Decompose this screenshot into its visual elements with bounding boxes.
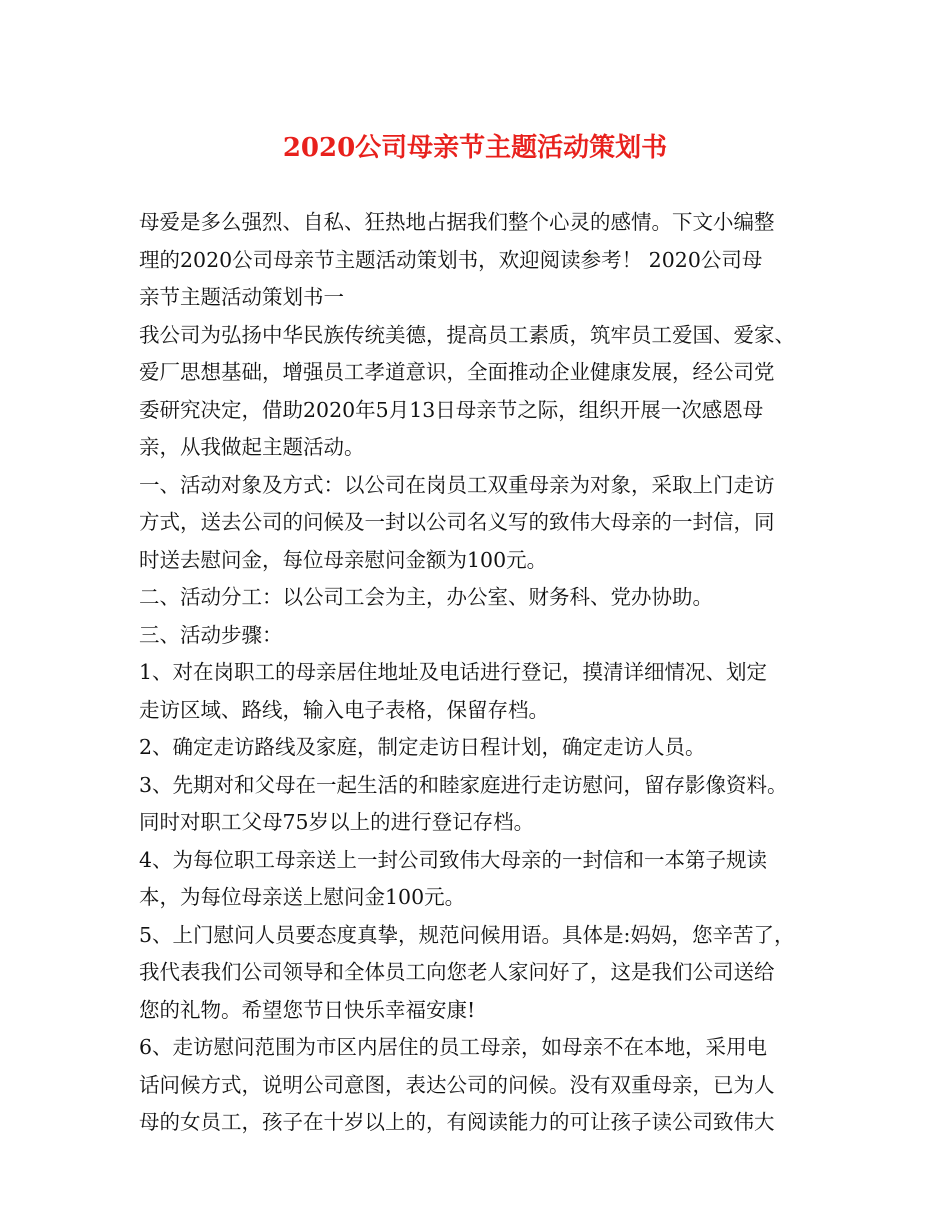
body-line: 二、活动分工：以公司工会为主，办公室、财务科、党办协助。 — [139, 585, 713, 609]
body-line: 爱厂思想基础，增强员工孝道意识，全面推动企业健康发展，经公司党 — [139, 360, 775, 384]
document-body — [139, 204, 839, 1142]
body-line: 1、对在岗职工的母亲居住地址及电话进行登记，摸清详细情况、划定 — [139, 660, 768, 684]
body-line: 我代表我们公司领导和全体员工向您老人家问好了，这是我们公司送给 — [139, 960, 775, 984]
body-line: 亲，从我做起主题活动。 — [139, 435, 365, 459]
body-line: 我公司为弘扬中华民族传统美德，提高员工素质，筑牢员工爱国、爱家、 — [139, 322, 795, 347]
body-line: 同时对职工父母75岁以上的进行登记存档。 — [139, 810, 535, 834]
body-line: 理的2020公司母亲节主题活动策划书，欢迎阅读参考！ 2020公司母 — [139, 247, 763, 272]
body-line: 母爱是多么强烈、自私、狂热地占据我们整个心灵的感情。下文小编整 — [139, 210, 775, 234]
body-line: 6、走访慰问范围为市区内居住的员工母亲，如母亲不在本地，采用电 — [139, 1035, 768, 1059]
body-line: 您的礼物。希望您节日快乐幸福安康! — [139, 997, 476, 1022]
body-line: 走访区域、路线，输入电子表格，保留存档。 — [139, 697, 549, 722]
body-line: 2、确定走访路线及家庭，制定走访日程计划，确定走访人员。 — [139, 735, 706, 759]
body-line: 委研究决定，借助2020年5月13日母亲节之际，组织开展一次感恩母 — [139, 397, 764, 422]
body-line: 本，为每位母亲送上慰问金100元。 — [139, 885, 466, 909]
body-line: 3、先期对和父母在一起生活的和睦家庭进行走访慰问，留存影像资料。 — [139, 772, 788, 797]
body-line: 4、为每位职工母亲送上一封公司致伟大母亲的一封信和一本第子规读 — [139, 847, 768, 872]
body-line: 5、上门慰问人员要态度真挚，规范问候用语。具体是:妈妈，您辛苦了， — [139, 922, 795, 947]
body-line: 亲节主题活动策划书一 — [139, 285, 344, 309]
body-line: 话问候方式，说明公司意图，表达公司的问候。没有双重母亲，已为人 — [139, 1072, 775, 1097]
body-line: 时送去慰问金，每位母亲慰问金额为100元。 — [139, 547, 548, 572]
document-title: 2020公司母亲节主题活动策划书 — [282, 133, 668, 163]
body-line: 母的女员工，孩子在十岁以上的，有阅读能力的可让孩子读公司致伟大 — [139, 1110, 775, 1134]
body-line: 方式，送去公司的问候及一封以公司名义写的致伟大母亲的一封信，同 — [139, 510, 775, 534]
body-line: 三、活动步骤： — [139, 622, 283, 647]
body-line: 一、活动对象及方式：以公司在岗员工双重母亲为对象，采取上门走访 — [139, 472, 775, 497]
